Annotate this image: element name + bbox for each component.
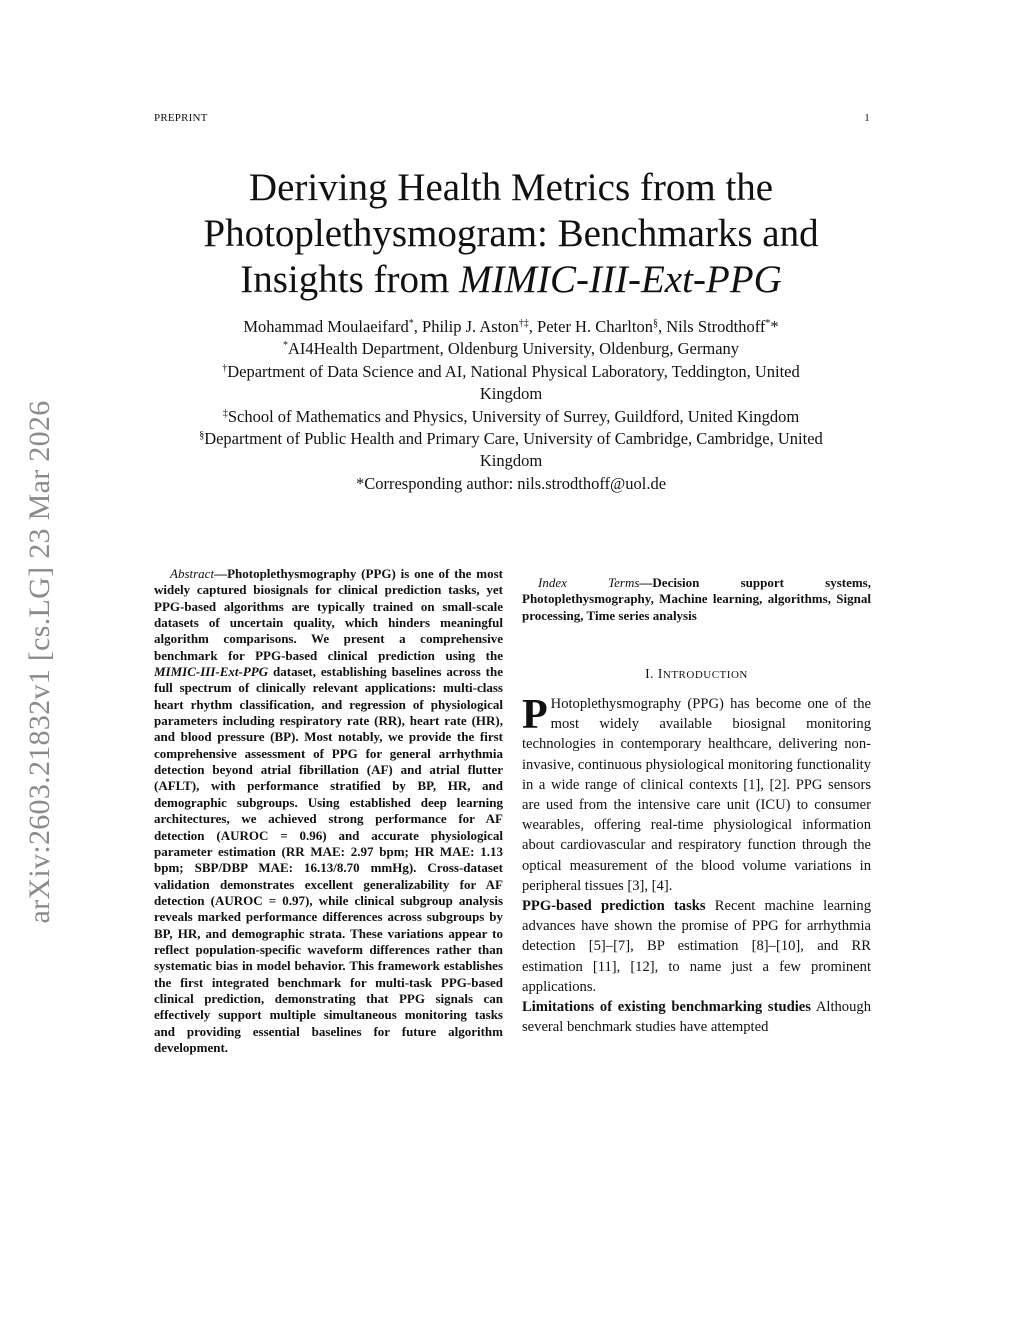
author-list: Mohammad Moulaeifard*, Philip J. Aston†‡, Peter H. Charlton§, Nils Strodthoff**: [243, 317, 779, 336]
abstract: Abstract—Photoplethysmography (PPG) is one of the most widely captured biosignals for clinical prediction tasks, yet PPG-based algorithms are typically trained on small-scale datasets of uncertain quality, which hinders meaningful algorithm comparisons. We present a comprehensive benchmark for PPG-based clinical prediction using the MIMIC-III-Ext-PPG dataset, establishing baselines across the full spectrum of clinically relevant applications: multi-class heart rhythm classification, and regression of physiological parameters including respiratory rate (RR), heart rate (HR), and blood pressure (BP). Most notably, we provide the first comprehensive assessment of PPG for general arrhythmia detection beyond atrial fibrillation (AF) and atrial flutter (AFLT), with performance stratified by BP, HR, and demographic subgroups. Using established deep learning architectures, we achieved strong performance for AF detection (AUROC = 0.96) and accurate physiological parameter estimation (RR MAE: 2.97 bpm; HR MAE: 1.13 bpm; SBP/DBP MAE: 16.13/8.70 mmHg). Cross-dataset validation demonstrates excellent generalizability for AF detection (AUROC = 0.97), while clinical subgroup analysis reveals marked performance differences across subgroups by BP, HR, and demographic strata. These variations appear to reflect population-specific waveform differences rather than systematic bias in model behavior. This framework establishes the first integrated benchmark for multi-task PPG-based clinical prediction, demonstrating that PPG signals can effectively support multiple simultaneous monitoring tasks and providing essential baselines for future algorithm development.: [154, 566, 503, 1055]
corresponding-author: *Corresponding author: nils.strodthoff@uol.de: [355, 473, 667, 493]
left-column: [154, 566, 503, 1056]
affiliation-1: *AI4Health Department, Oldenburg University, Oldenburg, Germany: [282, 339, 740, 359]
abstract-label: Abstract: [170, 566, 215, 581]
title-line-3-prefix: Insights from: [240, 258, 460, 301]
drop-cap: P: [522, 692, 548, 739]
intro-paragraph-2: PPG-based prediction tasks Recent machine learning advances have shown the promise of PPG for arrhythmia detection [5]–[7], BP estimation [8]–[10], and RR estimation [11], [12], to name just a few prominent applications.: [522, 898, 871, 995]
section-heading-introduction: I. INTRODUCTION: [645, 666, 748, 682]
title-line-2: Photoplethysmogram: Benchmarks and: [203, 212, 819, 255]
abstract-dataset-name: MIMIC-III-Ext-PPG: [154, 664, 269, 680]
affiliation-3: ‡School of Mathematics and Physics, University of Surrey, Guildford, United Kingdom: [222, 406, 800, 426]
author-block: [150, 316, 872, 495]
title-line-3: [150, 257, 872, 303]
paper-title: [150, 165, 872, 303]
affiliation-4-continued: Kingdom: [479, 451, 543, 471]
affiliation-2-continued: Kingdom: [479, 384, 543, 404]
intro-paragraph-1: P Hotoplethysmography (PPG) has become one of the most widely available biosignal monitoring technologies in contemporary healthcare, delivering non-invasive, continuous physiological monitoring functionality in a wide range of clinical contexts [1], [2]. PPG sensors are used from the intensive care unit (ICU) to consumer wearables, offering real-time physiological information about cardiovascular and respiratory function through the optical measurement of the blood volume variations in peripheral tissues [3], [4].: [522, 692, 871, 894]
affiliation-2: †Department of Data Science and AI, National Physical Laboratory, Teddington, United: [222, 361, 800, 381]
title-line-1: Deriving Health Metrics from the: [248, 166, 774, 209]
index-terms-label: Index Terms: [538, 575, 640, 590]
page-number: 1: [864, 112, 870, 124]
right-column: [522, 566, 871, 1037]
index-terms: Index Terms—Decision support systems, Photoplethysmography, Machine learning, algorithms, Signal processing, Time series analysis: [522, 575, 871, 623]
run-in-heading-prediction-tasks: PPG-based prediction tasks: [522, 898, 706, 915]
intro-paragraph-3: Limitations of existing benchmarking studies Although several benchmark studies have attempted: [522, 999, 871, 1036]
affiliation-4: §Department of Public Health and Primary Care, University of Cambridge, Cambridge, United: [199, 429, 823, 449]
title-dataset-name: MIMIC-III-Ext-PPG: [459, 258, 782, 301]
running-head-left: PREPRINT: [154, 112, 208, 124]
run-in-heading-limitations: Limitations of existing benchmarking studies: [522, 999, 811, 1016]
arxiv-identifier-stamp: arXiv:2603.21832v1 [cs.LG] 23 Mar 2026: [23, 400, 56, 924]
